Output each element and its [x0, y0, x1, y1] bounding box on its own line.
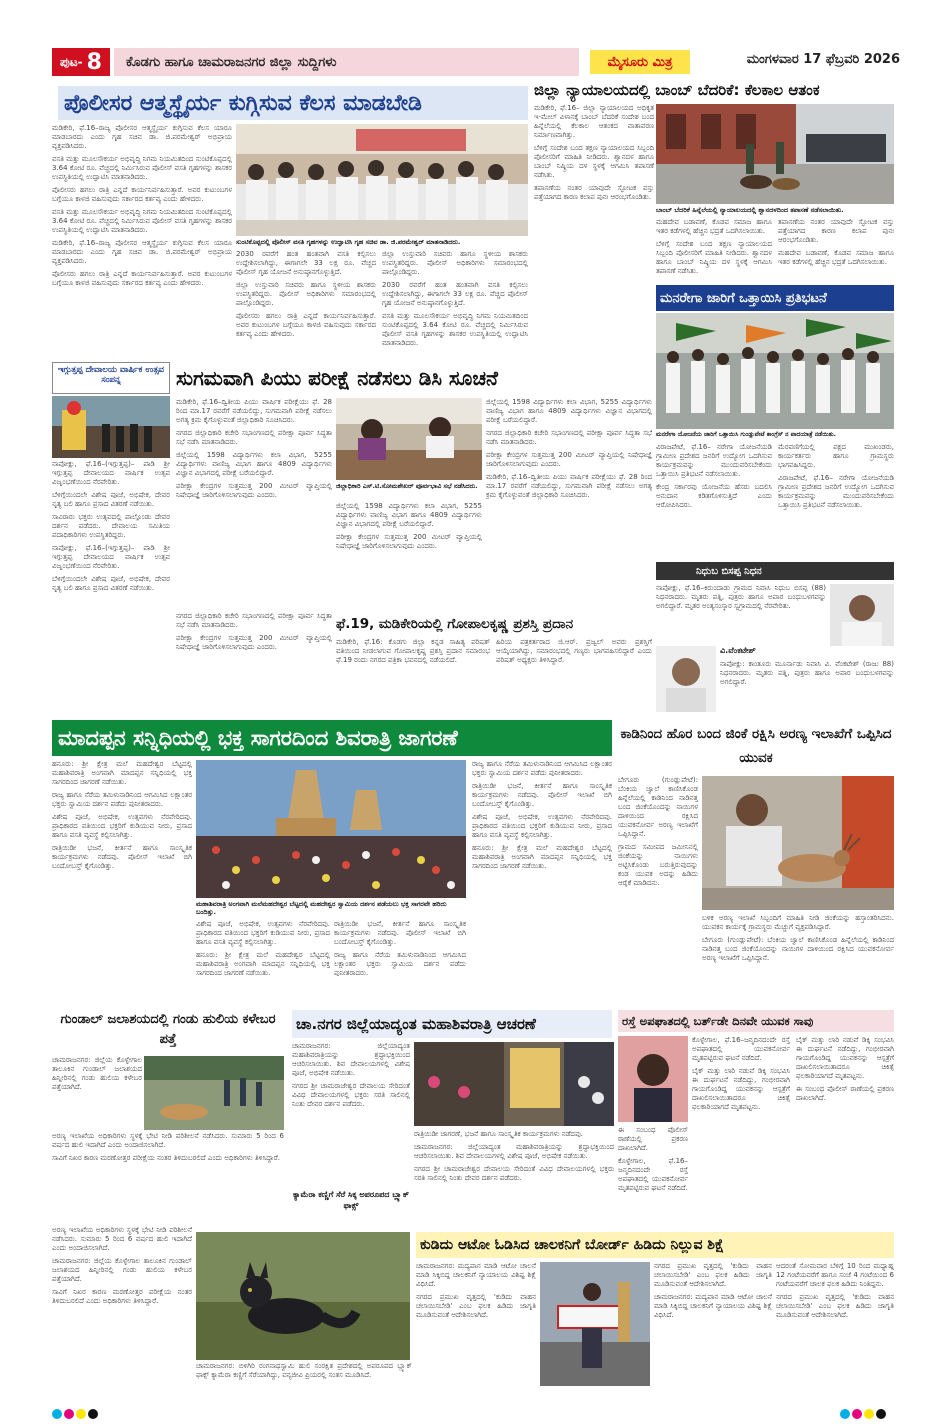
- photo-chnagar-temple: [414, 1042, 614, 1126]
- paragraph: ಸಾವಿಗೆ ನಿಖರ ಕಾರಣ ಮರಣೋತ್ತರ ಪರೀಕ್ಷೆಯ ನಂತರ ತಿಳಿದುಬರಲಿದೆ ಎಂದು ಅಧಿಕಾರಿಗಳು ತಿಳಿಸಿದ್ದಾರೆ.: [52, 1154, 281, 1162]
- caption-court: ಬಾಂಬ್ ಬೆದರಿಕೆ ಹಿನ್ನೆಲೆಯಲ್ಲಿ ನ್ಯಾಯಾಲಯದಲ್ಲಿ ಶ್ವಾನದಳದಿಂದ ತಪಾಸಣೆ ನಡೆಸಲಾಯಿತು.: [656, 206, 844, 214]
- headline-court: ಜಿಲ್ಲಾ ನ್ಯಾಯಾಲಯದಲ್ಲಿ ಬಾಂಬ್ ಬೆದರಿಕೆ: ಕೆಲಕಾಲ ಆತಂಕ: [534, 81, 820, 99]
- page-label: ಪುಟ-: [60, 54, 83, 69]
- section-title: ಕೊಡಗು ಹಾಗೂ ಚಾಮರಾಜನಗರ ಜಿಲ್ಲಾ ಸುದ್ದಿಗಳು: [114, 48, 579, 76]
- photo-obituary-2: [656, 646, 716, 712]
- paragraph: ತಪಾಸಣೆಯ ನಂತರ ಯಾವುದೇ ಸ್ಫೋಟಕ ವಸ್ತು ಪತ್ತೆಯಾಗದ ಕಾರಣ ಕಲಾಪ ಪುನಃ ಆರಂಭಗೊಂಡಿತು.: [778, 218, 894, 244]
- article-police-col3: [382, 250, 528, 360]
- article-gundal-col2: [52, 1132, 284, 1222]
- paragraph: ಈ ಸಂಬಂಧ ಪೊಲೀಸ್ ಠಾಣೆಯಲ್ಲಿ ಪ್ರಕರಣ ದಾಖಲಾಗಿದೆ.: [796, 1085, 894, 1102]
- paragraph: ಅರಣ್ಯ ಇಲಾಖೆಯ ಅಧಿಕಾರಿಗಳು ಸ್ಥಳಕ್ಕೆ ಭೇಟಿ ನೀಡಿ ಪರಿಶೀಲನೆ ನಡೆಸಿದರು. ಸುಮಾರು 5 ರಿಂದ 6 ವರ್ಷದ ಹುಲಿ ಇದಾಗಿದೆ ಎಂದು ಅಂದಾಜಿಸಲಾಗಿದೆ.: [52, 1226, 192, 1252]
- paragraph: ಜಿಲ್ಲೆಯಲ್ಲಿ 1598 ವಿದ್ಯಾರ್ಥಿಗಳು ಕಲಾ ವಿಭಾಗ, 5255 ವಿದ್ಯಾರ್ಥಿಗಳು ವಾಣಿಜ್ಯ ವಿಭಾಗ ಹಾಗೂ 4809 ವಿದ್ಯಾರ್ಥಿಗಳು ವಿಜ್ಞಾನ ವಿಭಾಗದಲ್ಲಿ ಪರೀಕ್ಷೆ ಬರೆಯಲಿದ್ದಾರೆ.: [486, 398, 652, 424]
- caption-puc: ಜಿಲ್ಲಾಧಿಕಾರಿ ಎಸ್.ಟಿ.ಸೋಮಶೇಖರ್ ಪೂರ್ವಭಾವಿ ಸಭೆ ನಡೆಸಿದರು.: [336, 482, 478, 490]
- page-header: [52, 48, 900, 76]
- caption-shivaratri: ಮಹಾಶಿವರಾತ್ರಿ ಅಂಗವಾಗಿ ಮಲೆಮಹದೇಶ್ವರ ಬೆಟ್ಟದಲ್ಲಿ ಮಹದೇಶ್ವರ ಸ್ವಾಮಿಯ ದರ್ಶನ ಪಡೆಯಲು ಭಕ್ತ ಸಾಗರವೇ ಹರಿದು ಬಂದಿತ್ತು.: [196, 900, 447, 916]
- paragraph: ಹನೂರು: ಶ್ರೀ ಕ್ಷೇತ್ರ ಮಲೆ ಮಹದೇಶ್ವರ ಬೆಟ್ಟದಲ್ಲಿ ಮಹಾಶಿವರಾತ್ರಿ ಅಂಗವಾಗಿ ಮಾದಪ್ಪನ ಸನ್ನಿಧಿಯಲ್ಲಿ ಭಕ್ತ ಸಾಗರದಿಂದ ಜಾಗರಣೆ ನಡೆಯಿತು.: [196, 951, 330, 977]
- registration-marks-left: [52, 1404, 100, 1423]
- article-accident-col3: [618, 1126, 688, 1228]
- caption-police: ಸುಂಟಿಕೊಪ್ಪದಲ್ಲಿ ಪೊಲೀಸ್ ವಸತಿ ಗೃಹಗಳನ್ನು ಉದ್ಘಾಟಿಸಿ ಗೃಹ ಸಚಿವ ಡಾ. ಜಿ.ಪರಮೇಶ್ವರ್ ಮಾತನಾಡಿದರು.: [236, 238, 461, 246]
- paragraph: ಬೇಗೂರು (ಗುಂಡ್ಲುಪೇಟೆ): ಬೆಂಕಿಯ ಜ್ವಾಲೆ ಕಾಣಿಸಿಕೊಂಡ ಹಿನ್ನೆಲೆಯಲ್ಲಿ ಕಾಡಿನಿಂದ ನಾಡಿನತ್ತ ಬಂದ ಜಿಂಕೆಯೊಂದನ್ನು ನಾಯಿಗಳ ದಾಳಿಯಿಂದ ರಕ್ಷಿಸಿದ ಯುವಕನೋರ್ವ ಅರಣ್ಯ ಇಲಾಖೆಗೆ ಒಪ್ಪಿಸಿದ್ದಾನೆ.: [702, 936, 894, 962]
- paragraph: ವಿಶೇಷ ಪೂಜೆ, ಅಭಿಷೇಕ, ಉತ್ಸವಗಳು ನೆರವೇರಿದವು. ಪ್ರಾಧಿಕಾರದ ವತಿಯಿಂದ ಭಕ್ತರಿಗೆ ಕುಡಿಯುವ ನೀರು, ಪ್ರಸಾದ ಹಾಗೂ ವಸತಿ ವ್ಯವಸ್ಥೆ ಕಲ್ಪಿಸಲಾಗಿತ್ತು.: [52, 813, 192, 839]
- paragraph: ಚಾಮರಾಜನಗರ: ಮದ್ಯಪಾನ ಮಾಡಿ ಆಟೋ ಚಾಲನೆ ಮಾಡಿ ಸಿಕ್ಕಿಬಿದ್ದ ಚಾಲಕನಿಗೆ ನ್ಯಾಯಾಲಯ ವಿಶಿಷ್ಟ ಶಿಕ್ಷೆ ವಿಧಿಸಿದೆ.: [654, 1293, 772, 1319]
- article-drunk-col2: [654, 1262, 772, 1386]
- photo-police-event: [236, 124, 528, 236]
- paragraph: ಹನೂರು: ಶ್ರೀ ಕ್ಷೇತ್ರ ಮಲೆ ಮಹದೇಶ್ವರ ಬೆಟ್ಟದಲ್ಲಿ ಮಹಾಶಿವರಾತ್ರಿ ಅಂಗವಾಗಿ ಮಾದಪ್ಪನ ಸನ್ನಿಧಿಯಲ್ಲಿ ಭಕ್ತ ಸಾಗರದಿಂದ ಜಾಗರಣೆ ನಡೆಯಿತು.: [52, 760, 192, 786]
- paragraph: ನಾಪೋಕ್ಲು, ಫೆ.16–(ಇಗ್ಗುತ್ತಪ್ಪ)– ಪಾಡಿ ಶ್ರೀ ಇಗ್ಗುತ್ತಪ್ಪ ದೇವಾಲಯದ ವಾರ್ಷಿಕ ಉತ್ಸವ ವಿಜೃಂಭಣೆಯಿಂದ ನೆರವೇರಿತು.: [52, 460, 170, 486]
- paragraph: ಕೊಳ್ಳೇಗಾಲ, ಫೆ.16–ಜನ್ಮದಿನದಂದೇ ರಸ್ತೆ ಅಪಘಾತದಲ್ಲಿ ಯುವಕನೋರ್ವ ಮೃತಪಟ್ಟಿರುವ ಘಟನೆ ನಡೆದಿದೆ.: [618, 1157, 688, 1192]
- paragraph: ಬೆಳಿಗ್ಗೆಯಿಂದಲೇ ವಿಶೇಷ ಪೂಜೆ, ಅಭಿಷೇಕ, ದೇವರ ನೃತ್ಯ ಬಲಿ ಹಾಗೂ ಪ್ರಸಾದ ವಿತರಣೆ ನಡೆಯಿತು.: [52, 575, 170, 592]
- paragraph: ಚಾಮರಾಜನಗರ: ಮದ್ಯಪಾನ ಮಾಡಿ ಆಟೋ ಚಾಲನೆ ಮಾಡಿ ಸಿಕ್ಕಿಬಿದ್ದ ಚಾಲಕನಿಗೆ ನ್ಯಾಯಾಲಯ ವಿಶಿಷ್ಟ ಶಿಕ್ಷೆ ವಿಧಿಸಿದೆ.: [416, 1262, 536, 1288]
- paragraph: ರಾತ್ರಿಯಿಡೀ ಭಜನೆ, ಕೀರ್ತನೆ ಹಾಗೂ ಸಾಂಸ್ಕೃತಿಕ ಕಾರ್ಯಕ್ರಮಗಳು ನಡೆದವು. ಪೊಲೀಸ್ ಇಲಾಖೆ ಬಿಗಿ ಬಂದೋಬಸ್ತ್ ಕೈಗೊಂಡಿತ್ತು.: [52, 844, 192, 870]
- paragraph: ಹಿರಿಯ ಪತ್ರಕರ್ತರಾದ ಜಿ.ಆರ್. ಪ್ರಜ್ವಲ್ ಅವರು ಪ್ರಶಸ್ತಿಗೆ ಆಯ್ಕೆಯಾಗಿದ್ದು, ಸಮಾರಂಭದಲ್ಲಿ ಗಣ್ಯರು ಭಾಗವಹಿಸಲಿದ್ದಾರೆ ಎಂದು ಪರಿಷತ್ ಅಧ್ಯಕ್ಷರು ತಿಳಿಸಿದ್ದಾರೆ.: [496, 638, 652, 664]
- paragraph: ಪರೀಕ್ಷಾ ಕೇಂದ್ರಗಳ ಸುತ್ತಮುತ್ತ 200 ಮೀಟರ್ ವ್ಯಾಪ್ತಿಯಲ್ಲಿ ನಿಷೇಧಾಜ್ಞೆ ಜಾರಿಗೊಳಿಸಲಾಗುವುದು ಎಂದರು.: [176, 634, 332, 651]
- paragraph: ಚಾಮರಾಜನಗರ: ಜಿಲ್ಲೆಯ ಕೊಳ್ಳೇಗಾಲ ತಾಲೂಕಿನ ಗುಂಡಾಲ್ ಜಲಾಶಯದ ಹಿನ್ನೀರಿನಲ್ಲಿ ಗಂಡು ಹುಲಿಯ ಕಳೇಬರ ಪತ್ತೆಯಾಗಿದೆ.: [52, 1257, 192, 1283]
- paragraph: ಜಿಲ್ಲಾ ಉಸ್ತುವಾರಿ ಸಚಿವರು ಹಾಗೂ ಸ್ಥಳೀಯ ಶಾಸಕರು ಉಪಸ್ಥಿತರಿದ್ದರು. ಪೊಲೀಸ್ ಅಧಿಕಾರಿಗಳು ಸಮಾರಂಭದಲ್ಲಿ ಪಾಲ್ಗೊಂಡಿದ್ದರು.: [382, 250, 528, 276]
- date-line: ಮಂಗಳವಾರ 17 ಫೆಬ್ರವರಿ 2026: [746, 52, 900, 67]
- paragraph: ಬಳಿಕ ಅರಣ್ಯ ಇಲಾಖೆ ಸಿಬ್ಬಂದಿಗೆ ಮಾಹಿತಿ ನೀಡಿ ಜಿಂಕೆಯನ್ನು ಹಸ್ತಾಂತರಿಸಿದನು. ಯುವಕನ ಕಾರ್ಯಕ್ಕೆ ಗ್ರಾಮಸ್ಥರು ಮೆಚ್ಚುಗೆ ವ್ಯಕ್ತಪಡಿಸಿದ್ದಾರೆ.: [702, 914, 894, 931]
- obituary-header: ನಿಧುಬ ಬಿಸಪ್ಪ ನಿಧನ: [656, 562, 894, 580]
- photo-obituary-1: [830, 584, 894, 646]
- paragraph: ನಾಪೋಕ್ಲು, ಫೆ.16–(ಇಗ್ಗುತ್ತಪ್ಪ)– ಪಾಡಿ ಶ್ರೀ ಇಗ್ಗುತ್ತಪ್ಪ ದೇವಾಲಯದ ವಾರ್ಷಿಕ ಉತ್ಸವ ವಿಜೃಂಭಣೆಯಿಂದ ನೆರವೇರಿತು.: [52, 544, 170, 570]
- paragraph: ಬೆಳಿಗ್ಗೆಯಿಂದಲೇ ವಿಶೇಷ ಪೂಜೆ, ಅಭಿಷೇಕ, ದೇವರ ನೃತ್ಯ ಬಲಿ ಹಾಗೂ ಪ್ರಸಾದ ವಿತರಣೆ ನಡೆಯಿತು.: [52, 491, 170, 508]
- paragraph: ವಿರಾಜಪೇಟೆ, ಫೆ.16– ನರೇಗಾ ಯೋಜನೆಯಡಿ ಗ್ರಾಮೀಣ ಪ್ರದೇಶದ ಜನರಿಗೆ ಉದ್ಯೋಗ ಒದಗಿಸುವ ಕಾರ್ಯಕ್ರಮವನ್ನು ಮುಂದುವರಿಸಬೇಕೆಂದು ಒತ್ತಾಯಿಸಿ ಪ್ರತಿಭಟನೆ ನಡೆಸಲಾಯಿತು.: [778, 474, 894, 509]
- headline-accident: ರಸ್ತೆ ಅಪಘಾತದಲ್ಲಿ ಬರ್ತ್‌ಡೇ ದಿನವೇ ಯುವಕ ಸಾವು: [618, 1010, 894, 1032]
- paragraph: 2030 ರವರೆಗೆ ಹಂತ ಹಂತವಾಗಿ ವಸತಿ ಕಲ್ಪಿಸಲು ಉದ್ದೇಶಿಸಲಾಗಿದ್ದು, ಈಗಾಗಲೇ 33 ಲಕ್ಷ ರೂ. ವೆಚ್ಚದ ಪೊಲೀಸ್ ಗೃಹ ಯೋಜನೆ ಅನುಷ್ಠಾನಗೊಳ್ಳುತ್ತಿದೆ.: [382, 281, 528, 307]
- article-chnagar-col1: [292, 1042, 410, 1166]
- photo-mgnrega-rally: [656, 313, 894, 429]
- article-utsava: [52, 460, 170, 690]
- paragraph: ರಾತ್ರಿಯಿಡೀ ಜಾಗರಣೆ, ಭಜನೆ ಹಾಗೂ ಸಾಂಸ್ಕೃತಿಕ ಕಾರ್ಯಕ್ರಮಗಳು ನಡೆದವು.: [414, 1130, 583, 1138]
- paragraph: ರಾಜ್ಯ ಹಾಗೂ ನೆರೆಯ ತಮಿಳುನಾಡಿನಿಂದ ಆಗಮಿಸಿದ ಲಕ್ಷಾಂತರ ಭಕ್ತರು ಸ್ವಾಮಿಯ ದರ್ಶನ ಪಡೆದು ಪುನೀತರಾದರು.: [334, 951, 466, 977]
- paragraph: ಪರೀಕ್ಷಾ ಕೇಂದ್ರಗಳ ಸುತ್ತಮುತ್ತ 200 ಮೀಟರ್ ವ್ಯಾಪ್ತಿಯಲ್ಲಿ ನಿಷೇಧಾಜ್ಞೆ ಜಾರಿಗೊಳಿಸಲಾಗುವುದು ಎಂದರು.: [336, 533, 482, 550]
- paragraph: ಮಡಿಕೇರಿ, ಫೆ.16– ಜಿಲ್ಲಾ ನ್ಯಾಯಾಲಯದ ಅಧಿಕೃತ ಇ-ಮೇಲ್ ವಿಳಾಸಕ್ಕೆ ಬಾಂಬ್ ಬೆದರಿಕೆ ಸಂದೇಶ ಬಂದ ಹಿನ್ನೆಲೆಯಲ್ಲಿ ಕೆಲಕಾಲ ಆತಂಕದ ವಾತಾವರಣ ನಿರ್ಮಾಣವಾಗಿತ್ತು.: [534, 104, 654, 139]
- obituary-name-2: ವಿ.ವೆಂಕಟೇಶ್: [720, 646, 756, 655]
- paragraph: ಪರೀಕ್ಷಾ ಕೇಂದ್ರಗಳ ಸುತ್ತಮುತ್ತ 200 ಮೀಟರ್ ವ್ಯಾಪ್ತಿಯಲ್ಲಿ ನಿಷೇಧಾಜ್ಞೆ ಜಾರಿಗೊಳಿಸಲಾಗುವುದು ಎಂದರು.: [176, 482, 332, 499]
- paragraph: ಗ್ರಾಮದ ಸಮೀಪದ ಜಮೀನಿನಲ್ಲಿ ಜಿಂಕೆಯನ್ನು ನಾಯಿಗಳು ಅಟ್ಟಿಸಿಕೊಂಡು ಬರುತ್ತಿರುವುದನ್ನು ಕಂಡ ಯುವಕ ಅದನ್ನು ಹಿಡಿದು ಆರೈಕೆ ಮಾಡಿದನು.: [618, 843, 698, 887]
- obituary-text-2: ನಾಪೋಕ್ಲು: ಕಾಂತೂರು ಮೂರ್ನಾಡು ನಿವಾಸಿ ವಿ. ವೆಂಕಟೇಶ್ (ರಾಜು 88) ನಿಧನರಾದರು. ಮೃತರು ಪತ್ನಿ, ಪುತ್ರರು ಹಾಗೂ ಅಪಾರ ಬಂಧುಬಳಗವನ್ನು ಅಗಲಿದ್ದಾರೆ.: [720, 660, 894, 686]
- article-gopalakrishna-col2: [496, 638, 652, 702]
- article-shivaratri-col2: [196, 920, 330, 1002]
- article-mgnrega-col1: [656, 443, 772, 553]
- article-puc-col2: [336, 502, 482, 608]
- caption-mgnrega: ಮನರೇಗಾ ಯೋಜನೆಯ ಜಾರಿಗೆ ಒತ್ತಾಯಿಸಿ ಗುಂಡ್ಲುಪೇಟೆ ಕಾಂಗ್ರೆಸ್ ನ ಪಾದಯಾತ್ರೆ ನಡೆಯಿತು.: [656, 431, 836, 438]
- headline-gopalakrishna: ಫೆ.19, ಮಡಿಕೇರಿಯಲ್ಲಿ ಗೋಪಾಲಕೃಷ್ಣ ಪ್ರಶಸ್ತಿ ಪ್ರದಾನ: [336, 616, 574, 632]
- paragraph: ವಿಶೇಷ ಪೂಜೆ, ಅಭಿಷೇಕ, ಉತ್ಸವಗಳು ನೆರವೇರಿದವು. ಪ್ರಾಧಿಕಾರದ ವತಿಯಿಂದ ಭಕ್ತರಿಗೆ ಕುಡಿಯುವ ನೀರು, ಪ್ರಸಾದ ಹಾಗೂ ವಸತಿ ವ್ಯವಸ್ಥೆ ಕಲ್ಪಿಸಲಾಗಿತ್ತು.: [196, 920, 330, 946]
- page-number: 8: [86, 49, 102, 75]
- paragraph: ರಾತ್ರಿಯಿಡೀ ಭಜನೆ, ಕೀರ್ತನೆ ಹಾಗೂ ಸಾಂಸ್ಕೃತಿಕ ಕಾರ್ಯಕ್ರಮಗಳು ನಡೆದವು. ಪೊಲೀಸ್ ಇಲಾಖೆ ಬಿಗಿ ಬಂದೋಬಸ್ತ್ ಕೈಗೊಂಡಿತ್ತು.: [472, 782, 612, 808]
- newspaper-logo: ಮೈಸೂರು ಮಿತ್ರ: [590, 50, 690, 74]
- headline-utsava: ಇಗ್ಗುತ್ತಪ್ಪ ದೇವಾಲಯ ವಾರ್ಷಿಕ ಉತ್ಸವ ಸಂಪನ್ನ: [52, 362, 170, 394]
- photo-court-dog-squad: [656, 104, 894, 204]
- paragraph: ಮಹದೇವ ಬಡಾವಣೆ, ಕೊಡವ ಸಮಾಜ ಹಾಗೂ ಇತರ ಕಡೆಗಳಲ್ಲಿ ಹೆಚ್ಚಿನ ಭದ್ರತೆ ಒದಗಿಸಲಾಯಿತು.: [778, 249, 894, 266]
- photo-black-fox: [196, 1232, 410, 1360]
- paragraph: ನಗರದ ಪ್ರಮುಖ ವೃತ್ತದಲ್ಲಿ 'ಕುಡಿದು ವಾಹನ ಚಲಾಯಿಸಬೇಡಿ' ಎಂಬ ಫಲಕ ಹಿಡಿದು ಜಾಗೃತಿ ಮೂಡಿಸುವಂತೆ ಆದೇಶಿಸಲಾಗಿದೆ.: [416, 1293, 536, 1319]
- paragraph: ಪರೀಕ್ಷಾ ಕೇಂದ್ರಗಳ ಸುತ್ತಮುತ್ತ 200 ಮೀಟರ್ ವ್ಯಾಪ್ತಿಯಲ್ಲಿ ನಿಷೇಧಾಜ್ಞೆ ಜಾರಿಗೊಳಿಸಲಾಗುವುದು ಎಂದರು.: [486, 451, 652, 468]
- paragraph: ರಾಜ್ಯ ಹಾಗೂ ನೆರೆಯ ತಮಿಳುನಾಡಿನಿಂದ ಆಗಮಿಸಿದ ಲಕ್ಷಾಂತರ ಭಕ್ತರು ಸ್ವಾಮಿಯ ದರ್ಶನ ಪಡೆದು ಪುನೀತರಾದರು.: [52, 791, 192, 808]
- article-shivaratri-col4: [472, 760, 612, 1002]
- caption-fox: ಕ್ಯಾಮೆರಾ ಕಣ್ಣಿಗೆ ಸೆರೆ ಸಿಕ್ಕ ಅಪರೂಪದ ಬ್ಲ್ಯಾಕ್ ಫಾಕ್ಸ್: [292, 1190, 410, 1210]
- paragraph: ಮಡಿಕೇರಿ, ಫೆ.16–ರಾಜ್ಯ ಪೊಲೀಸರ ಆತ್ಮಸ್ಥೈರ್ಯ ಕುಗ್ಗಿಸುವ ಕೆಲಸ ಯಾರೂ ಮಾಡಬಾರದು ಎಂದು ಗೃಹ ಸಚಿವ ಡಾ. ಜಿ.ಪರಮೇಶ್ವರ್ ಅಭಿಪ್ರಾಯ ವ್ಯಕ್ತಪಡಿಸಿದರು.: [52, 124, 232, 150]
- paragraph: 2030 ರವರೆಗೆ ಹಂತ ಹಂತವಾಗಿ ವಸತಿ ಕಲ್ಪಿಸಲು ಉದ್ದೇಶಿಸಲಾಗಿದ್ದು, ಈಗಾಗಲೇ 33 ಲಕ್ಷ ರೂ. ವೆಚ್ಚದ ಪೊಲೀಸ್ ಗೃಹ ಯೋಜನೆ ಅನುಷ್ಠಾನಗೊಳ್ಳುತ್ತಿದೆ.: [236, 250, 376, 276]
- obituary-text-1: ನಾಪೋಕ್ಲು, ಫೆ.16–ಕಿರುಂದಾಡು ಗ್ರಾಮದ ನಿವಾಸಿ ನಿಧುಬ ಬಿಸಪ್ಪ (88) ನಿಧನರಾದರು. ಮೃತರು ಪತ್ನಿ, ಪುತ್ರರು ಹಾಗೂ ಅಪಾರ ಬಂಧುಬಳಗವನ್ನು ಅಗಲಿದ್ದಾರೆ. ಮೃತರ ಅಂತ್ಯಸಂಸ್ಕಾರ ಸ್ವಗ್ರಾಮದಲ್ಲಿ ನೆರವೇರಿತು.: [656, 584, 826, 610]
- article-shivaratri-col1: [52, 760, 192, 1002]
- headline-shivaratri: ಮಾದಪ್ಪನ ಸನ್ನಿಧಿಯಲ್ಲಿ ಭಕ್ತ ಸಾಗರದಿಂದ ಶಿವರಾತ್ರಿ ಜಾಗರಣೆ: [52, 720, 612, 756]
- paragraph: ವಸತಿ ಮತ್ತು ಮೂಲಸೌಕರ್ಯ ಅಭಿವೃದ್ಧಿ ನಿಗಮ ನಿಯಮಿತದಿಂದ ಸುಂಟಿಕೊಪ್ಪದಲ್ಲಿ 3.64 ಕೋಟಿ ರೂ. ವೆಚ್ಚದಲ್ಲಿ ನಿರ್ಮಿಸಿರುವ ಪೊಲೀಸ್ ವಸತಿ ಗೃಹಗಳನ್ನು ಶಾಸಕರ ಉಪಸ್ಥಿತಿಯಲ್ಲಿ ಉದ್ಘಾಟಿಸಿ ಮಾತನಾಡಿದರು.: [382, 312, 528, 347]
- article-deer-col2: [702, 914, 894, 1002]
- paragraph: ಚಾಮರಾಜನಗರ: ಜಿಲ್ಲೆಯ ಕೊಳ್ಳೇಗಾಲ ತಾಲೂಕಿನ ಗುಂಡಾಲ್ ಜಲಾಶಯದ ಹಿನ್ನೀರಿನಲ್ಲಿ ಗಂಡು ಹುಲಿಯ ಕಳೇಬರ ಪತ್ತೆಯಾಗಿದೆ.: [52, 1056, 142, 1091]
- headline-deer: ಕಾಡಿನಿಂದ ಹೊರ ಬಂದ ಜಿಂಕೆ ರಕ್ಷಿಸಿ ಅರಣ್ಯ ಇಲಾಖೆಗೆ ಒಪ್ಪಿಸಿದ ಯುವಕ: [620, 726, 892, 766]
- headline-police: ಪೊಲೀಸರ ಆತ್ಮಸ್ಥೈರ್ಯ ಕುಗ್ಗಿಸುವ ಕೆಲಸ ಮಾಡಬೇಡಿ: [58, 86, 528, 120]
- headline-gundal: ಗುಂಡಾಲ್ ಜಲಾಶಯದಲ್ಲಿ ಗಂಡು ಹುಲಿಯ ಕಳೇಬರ ಪತ್ತೆ: [60, 1012, 276, 1047]
- article-shivaratri-col3: [334, 920, 466, 1002]
- photo-temple-crowd: [196, 760, 466, 898]
- paragraph: ಮಡಿಕೇರಿ, ಫೆ.16–ದ್ವಿತೀಯ ಪಿಯು ವಾರ್ಷಿಕ ಪರೀಕ್ಷೆಯು ಫೆ. 28 ರಿಂದ ಮಾ.17 ರವರೆಗೆ ನಡೆಯಲಿದ್ದು, ಸುಗಮವಾಗಿ ಪರೀಕ್ಷೆ ನಡೆಸಲು ಅಗತ್ಯ ಕ್ರಮ ಕೈಗೊಳ್ಳುವಂತೆ ಜಿಲ್ಲಾಧಿಕಾರಿ ಸೂಚಿಸಿದರು.: [176, 398, 332, 424]
- paragraph: ಮಡಿಕೇರಿ, ಫೆ.16–ದ್ವಿತೀಯ ಪಿಯು ವಾರ್ಷಿಕ ಪರೀಕ್ಷೆಯು ಫೆ. 28 ರಿಂದ ಮಾ.17 ರವರೆಗೆ ನಡೆಯಲಿದ್ದು, ಸುಗಮವಾಗಿ ಪರೀಕ್ಷೆ ನಡೆಸಲು ಅಗತ್ಯ ಕ್ರಮ ಕೈಗೊಳ್ಳುವಂತೆ ಜಿಲ್ಲಾಧಿಕಾರಿ ಸೂಚಿಸಿದರು.: [486, 473, 652, 499]
- paragraph: ನಗರದ ಪ್ರಮುಖ ವೃತ್ತದಲ್ಲಿ 'ಕುಡಿದು ವಾಹನ ಚಲಾಯಿಸಬೇಡಿ' ಎಂಬ ಫಲಕ ಹಿಡಿದು ಜಾಗೃತಿ ಮೂಡಿಸುವಂತೆ ಆದೇಶಿಸಲಾಗಿದೆ.: [776, 1293, 894, 1319]
- article-mgnrega-col2: [778, 443, 894, 553]
- paragraph: ಮಡಿಕೇರಿ, ಫೆ.16–ರಾಜ್ಯ ಪೊಲೀಸರ ಆತ್ಮಸ್ಥೈರ್ಯ ಕುಗ್ಗಿಸುವ ಕೆಲಸ ಯಾರೂ ಮಾಡಬಾರದು ಎಂದು ಗೃಹ ಸಚಿವ ಡಾ. ಜಿ.ಪರಮೇಶ್ವರ್ ಅಭಿಪ್ರಾಯ ವ್ಯಕ್ತಪಡಿಸಿದರು.: [52, 239, 232, 265]
- paragraph: ಮೆರವಣಿಗೆಯಲ್ಲಿ ಪಕ್ಷದ ಮುಖಂಡರು, ಕಾರ್ಯಕರ್ತರು ಹಾಗೂ ಗ್ರಾಮಸ್ಥರು ಭಾಗವಹಿಸಿದ್ದರು.: [778, 443, 894, 469]
- article-puc-col3: [486, 398, 652, 608]
- paragraph: ಕೊಳ್ಳೇಗಾಲ, ಫೆ.16–ಜನ್ಮದಿನದಂದೇ ರಸ್ತೆ ಅಪಘಾತದಲ್ಲಿ ಯುವಕನೋರ್ವ ಮೃತಪಟ್ಟಿರುವ ಘಟನೆ ನಡೆದಿದೆ.: [692, 1036, 790, 1062]
- paragraph: ಬೈಕ್ ಮತ್ತು ಲಾರಿ ನಡುವೆ ಡಿಕ್ಕಿ ಸಂಭವಿಸಿ ಈ ದುರ್ಘಟನೆ ನಡೆದಿದ್ದು, ಗಂಭೀರವಾಗಿ ಗಾಯಗೊಂಡಿದ್ದ ಯುವಕನನ್ನು ಆಸ್ಪತ್ರೆಗೆ ದಾಖಲಿಸಲಾಯಿತಾದರೂ ಚಿಕಿತ್ಸೆ ಫಲಕಾರಿಯಾಗದೆ ಮೃತಪಟ್ಟನು.: [692, 1067, 790, 1111]
- paragraph: ಪೊಲೀಸರು ಹಗಲು ರಾತ್ರಿ ಎನ್ನದೆ ಕಾರ್ಯನಿರ್ವಹಿಸುತ್ತಾರೆ. ಅವರ ಕುಟುಂಬಗಳ ಬಗ್ಗೆಯೂ ಕಾಳಜಿ ವಹಿಸುವುದು ಸರ್ಕಾರದ ಕರ್ತವ್ಯ ಎಂದು ಹೇಳಿದರು.: [52, 186, 232, 203]
- photo-accident-victim: [618, 1036, 688, 1122]
- article-gopalakrishna-col1: [336, 638, 490, 702]
- article-drunk-col1: [416, 1262, 536, 1386]
- paragraph: ಸಾವಿಗೆ ನಿಖರ ಕಾರಣ ಮರಣೋತ್ತರ ಪರೀಕ್ಷೆಯ ನಂತರ ತಿಳಿದುಬರಲಿದೆ ಎಂದು ಅಧಿಕಾರಿಗಳು ತಿಳಿಸಿದ್ದಾರೆ.: [52, 1288, 192, 1305]
- article-chnagar-col2: [414, 1130, 614, 1228]
- paragraph: ಪೊಲೀಸರು ಹಗಲು ರಾತ್ರಿ ಎನ್ನದೆ ಕಾರ್ಯನಿರ್ವಹಿಸುತ್ತಾರೆ. ಅವರ ಕುಟುಂಬಗಳ ಬಗ್ಗೆಯೂ ಕಾಳಜಿ ವಹಿಸುವುದು ಸರ್ಕಾರದ ಕರ್ತವ್ಯ ಎಂದು ಹೇಳಿದರು.: [52, 270, 232, 287]
- article-gundal-col3: [52, 1226, 192, 1380]
- article-accident-col2: [796, 1036, 894, 1228]
- article-court-col2: [656, 218, 772, 282]
- headline-drunk-driver: ಕುಡಿದು ಆಟೋ ಓಡಿಸಿದ ಚಾಲಕನಿಗೆ ಬೋರ್ಡ್ ಹಿಡಿದು ನಿಲ್ಲುವ ಶಿಕ್ಷೆ: [416, 1232, 894, 1258]
- article-accident-col1: [692, 1036, 790, 1228]
- photo-deer-rescue: [702, 776, 894, 910]
- photo-tiger-carcass: [144, 1056, 284, 1130]
- paragraph: ವಿರಾಜಪೇಟೆ, ಫೆ.16– ನರೇಗಾ ಯೋಜನೆಯಡಿ ಗ್ರಾಮೀಣ ಪ್ರದೇಶದ ಜನರಿಗೆ ಉದ್ಯೋಗ ಒದಗಿಸುವ ಕಾರ್ಯಕ್ರಮವನ್ನು ಮುಂದುವರಿಸಬೇಕೆಂದು ಒತ್ತಾಯಿಸಿ ಪ್ರತಿಭಟನೆ ನಡೆಸಲಾಯಿತು.: [656, 443, 772, 478]
- article-fox: ಚಾಮರಾಜನಗರ: ಬಿಳಿಗಿರಿ ರಂಗನಾಥಸ್ವಾಮಿ ಹುಲಿ ಸಂರಕ್ಷಿತ ಪ್ರದೇಶದಲ್ಲಿ ಅಪರೂಪದ ಬ್ಲ್ಯಾಕ್ ಫಾಕ್ಸ್ ಕ್ಯಾಮೆರಾ ಕಣ್ಣಿಗೆ ಸೆರೆಯಾಗಿದ್ದು, ವನ್ಯಜೀವಿ ಪ್ರಿಯರಲ್ಲಿ ಸಂತಸ ಮೂಡಿಸಿದೆ.: [196, 1362, 412, 1379]
- page-tag: [52, 48, 110, 76]
- paragraph: ಚಾಮರಾಜನಗರ: ಜಿಲ್ಲೆಯಾದ್ಯಂತ ಮಹಾಶಿವರಾತ್ರಿಯನ್ನು ಶ್ರದ್ಧಾಭಕ್ತಿಯಿಂದ ಆಚರಿಸಲಾಯಿತು. ಶಿವ ದೇವಾಲಯಗಳಲ್ಲಿ ವಿಶೇಷ ಪೂಜೆ, ಅಭಿಷೇಕ ನಡೆಯಿತು.: [414, 1143, 614, 1160]
- paragraph: ಆದರಂತೆ ಸೋಮವಾರ ಬೆಳಿಗ್ಗೆ 10 ರಿಂದ ಮಧ್ಯಾಹ್ನ 12 ಗಂಟೆಯವರೆಗೆ ಹಾಗೂ ಸಂಜೆ 4 ಗಂಟೆಯಿಂದ 6 ಗಂಟೆಯವರೆಗೆ ಚಾಲಕ ಫಲಕ ಹಿಡಿದು ನಿಂತಿದ್ದನು.: [776, 1262, 894, 1288]
- paragraph: ಚಾಮರಾಜನಗರ: ಜಿಲ್ಲೆಯಾದ್ಯಂತ ಮಹಾಶಿವರಾತ್ರಿಯನ್ನು ಶ್ರದ್ಧಾಭಕ್ತಿಯಿಂದ ಆಚರಿಸಲಾಯಿತು. ಶಿವ ದೇವಾಲಯಗಳಲ್ಲಿ ವಿಶೇಷ ಪೂಜೆ, ಅಭಿಷೇಕ ನಡೆಯಿತು.: [292, 1042, 410, 1077]
- article-gundal-col1: [52, 1056, 142, 1128]
- paragraph: ಜಿಲ್ಲೆಯಲ್ಲಿ 1598 ವಿದ್ಯಾರ್ಥಿಗಳು ಕಲಾ ವಿಭಾಗ, 5255 ವಿದ್ಯಾರ್ಥಿಗಳು ವಾಣಿಜ್ಯ ವಿಭಾಗ ಹಾಗೂ 4809 ವಿದ್ಯಾರ್ಥಿಗಳು ವಿಜ್ಞಾನ ವಿಭಾಗದಲ್ಲಿ ಪರೀಕ್ಷೆ ಬರೆಯಲಿದ್ದಾರೆ.: [176, 451, 332, 477]
- photo-puc-meeting: [336, 398, 482, 480]
- paragraph: ಜಿಲ್ಲೆಯಲ್ಲಿ 1598 ವಿದ್ಯಾರ್ಥಿಗಳು ಕಲಾ ವಿಭಾಗ, 5255 ವಿದ್ಯಾರ್ಥಿಗಳು ವಾಣಿಜ್ಯ ವಿಭಾಗ ಹಾಗೂ 4809 ವಿದ್ಯಾರ್ಥಿಗಳು ವಿಜ್ಞಾನ ವಿಭಾಗದಲ್ಲಿ ಪರೀಕ್ಷೆ ಬರೆಯಲಿದ್ದಾರೆ.: [336, 502, 482, 528]
- registration-marks-right: [840, 1404, 888, 1423]
- paragraph: ಕೇಂದ್ರ ಸರ್ಕಾರವು ಯೋಜನೆಯ ಹೆಸರು ಬದಲಿಸಿ ಅನುದಾನ ಕಡಿತಗೊಳಿಸುತ್ತಿದೆ ಎಂದು ಆರೋಪಿಸಿದರು.: [656, 483, 772, 509]
- paragraph: ಅರಣ್ಯ ಇಲಾಖೆಯ ಅಧಿಕಾರಿಗಳು ಸ್ಥಳಕ್ಕೆ ಭೇಟಿ ನೀಡಿ ಪರಿಶೀಲನೆ ನಡೆಸಿದರು. ಸುಮಾರು 5 ರಿಂದ 6 ವರ್ಷದ ಹುಲಿ ಇದಾಗಿದೆ ಎಂದು ಅಂದಾಜಿಸಲಾಗಿದೆ.: [52, 1132, 284, 1149]
- paragraph: ವಿಶೇಷ ಪೂಜೆ, ಅಭಿಷೇಕ, ಉತ್ಸವಗಳು ನೆರವೇರಿದವು. ಪ್ರಾಧಿಕಾರದ ವತಿಯಿಂದ ಭಕ್ತರಿಗೆ ಕುಡಿಯುವ ನೀರು, ಪ್ರಸಾದ ಹಾಗೂ ವಸತಿ ವ್ಯವಸ್ಥೆ ಕಲ್ಪಿಸಲಾಗಿತ್ತು.: [472, 813, 612, 839]
- paragraph: ಪೊಲೀಸರು ಹಗಲು ರಾತ್ರಿ ಎನ್ನದೆ ಕಾರ್ಯನಿರ್ವಹಿಸುತ್ತಾರೆ. ಅವರ ಕುಟುಂಬಗಳ ಬಗ್ಗೆಯೂ ಕಾಳಜಿ ವಹಿಸುವುದು ಸರ್ಕಾರದ ಕರ್ತವ್ಯ ಎಂದು ಹೇಳಿದರು.: [236, 312, 376, 338]
- photo-utsava: [52, 396, 170, 458]
- paragraph: ನಗರದ ಜಿಲ್ಲಾಧಿಕಾರಿ ಕಚೇರಿ ಸಭಾಂಗಣದಲ್ಲಿ ಪರೀಕ್ಷಾ ಪೂರ್ವ ಸಿದ್ಧತಾ ಸಭೆ ನಡೆಸಿ ಮಾತನಾಡಿದರು.: [486, 429, 652, 446]
- article-police-col2: [236, 250, 376, 360]
- article-court-col1: [534, 104, 654, 274]
- paragraph: ಬೆಳಿಗ್ಗೆ ಸಂದೇಶ ಬಂದ ತಕ್ಷಣ ನ್ಯಾಯಾಲಯದ ಸಿಬ್ಬಂದಿ ಪೊಲೀಸರಿಗೆ ಮಾಹಿತಿ ನೀಡಿದರು. ಶ್ವಾನದಳ ಹಾಗೂ ಬಾಂಬ್ ನಿಷ್ಕ್ರಿಯ ದಳ ಸ್ಥಳಕ್ಕೆ ಆಗಮಿಸಿ ತಪಾಸಣೆ ನಡೆಸಿತು.: [656, 240, 772, 275]
- paragraph: ಬೈಕ್ ಮತ್ತು ಲಾರಿ ನಡುವೆ ಡಿಕ್ಕಿ ಸಂಭವಿಸಿ ಈ ದುರ್ಘಟನೆ ನಡೆದಿದ್ದು, ಗಂಭೀರವಾಗಿ ಗಾಯಗೊಂಡಿದ್ದ ಯುವಕನನ್ನು ಆಸ್ಪತ್ರೆಗೆ ದಾಖಲಿಸಲಾಯಿತಾದರೂ ಚಿಕಿತ್ಸೆ ಫಲಕಾರಿಯಾಗದೆ ಮೃತಪಟ್ಟನು.: [796, 1036, 894, 1080]
- paragraph: ವಸತಿ ಮತ್ತು ಮೂಲಸೌಕರ್ಯ ಅಭಿವೃದ್ಧಿ ನಿಗಮ ನಿಯಮಿತದಿಂದ ಸುಂಟಿಕೊಪ್ಪದಲ್ಲಿ 3.64 ಕೋಟಿ ರೂ. ವೆಚ್ಚದಲ್ಲಿ ನಿರ್ಮಿಸಿರುವ ಪೊಲೀಸ್ ವಸತಿ ಗೃಹಗಳನ್ನು ಶಾಸಕರ ಉಪಸ್ಥಿತಿಯಲ್ಲಿ ಉದ್ಘಾಟಿಸಿ ಮಾತನಾಡಿದರು.: [52, 155, 232, 181]
- headline-chnagar-shivaratri: ಚಾ.ನಗರ ಜಿಲ್ಲೆಯಾದ್ಯಂತ ಮಹಾಶಿವರಾತ್ರಿ ಆಚರಣೆ: [292, 1010, 612, 1038]
- article-deer-col1: [618, 776, 698, 1002]
- headline-mgnrega: ಮನರೇಗಾ ಜಾರಿಗೆ ಒತ್ತಾಯಿಸಿ ಪ್ರತಿಭಟನೆ: [656, 285, 894, 311]
- photo-drunk-driver-board: [540, 1262, 650, 1386]
- paragraph: ನಗರದ ಜಿಲ್ಲಾಧಿಕಾರಿ ಕಚೇರಿ ಸಭಾಂಗಣದಲ್ಲಿ ಪರೀಕ್ಷಾ ಪೂರ್ವ ಸಿದ್ಧತಾ ಸಭೆ ನಡೆಸಿ ಮಾತನಾಡಿದರು.: [176, 429, 332, 446]
- paragraph: ನಗರದ ಶ್ರೀ ಚಾಮರಾಜೇಶ್ವರ ದೇವಾಲಯ ಸೇರಿದಂತೆ ವಿವಿಧ ದೇವಾಲಯಗಳಲ್ಲಿ ಭಕ್ತರು ಸರತಿ ಸಾಲಿನಲ್ಲಿ ನಿಂತು ದೇವರ ದರ್ಶನ ಪಡೆದರು.: [414, 1165, 614, 1182]
- paragraph: ಬೇಗೂರು (ಗುಂಡ್ಲುಪೇಟೆ): ಬೆಂಕಿಯ ಜ್ವಾಲೆ ಕಾಣಿಸಿಕೊಂಡ ಹಿನ್ನೆಲೆಯಲ್ಲಿ ಕಾಡಿನಿಂದ ನಾಡಿನತ್ತ ಬಂದ ಜಿಂಕೆಯೊಂದನ್ನು ನಾಯಿಗಳ ದಾಳಿಯಿಂದ ರಕ್ಷಿಸಿದ ಯುವಕನೋರ್ವ ಅರಣ್ಯ ಇಲಾಖೆಗೆ ಒಪ್ಪಿಸಿದ್ದಾನೆ.: [618, 776, 698, 838]
- paragraph: ಈ ಸಂಬಂಧ ಪೊಲೀಸ್ ಠಾಣೆಯಲ್ಲಿ ಪ್ರಕರಣ ದಾಖಲಾಗಿದೆ.: [618, 1126, 688, 1152]
- paragraph: ತಪಾಸಣೆಯ ನಂತರ ಯಾವುದೇ ಸ್ಫೋಟಕ ವಸ್ತು ಪತ್ತೆಯಾಗದ ಕಾರಣ ಕಲಾಪ ಪುನಃ ಆರಂಭಗೊಂಡಿತು.: [534, 184, 654, 201]
- headline-puc: ಸುಗಮವಾಗಿ ಪಿಯು ಪರೀಕ್ಷೆ ನಡೆಸಲು ಡಿಸಿ ಸೂಚನೆ: [176, 366, 498, 390]
- paragraph: ನಗರದ ಪ್ರಮುಖ ವೃತ್ತದಲ್ಲಿ 'ಕುಡಿದು ವಾಹನ ಚಲಾಯಿಸಬೇಡಿ' ಎಂಬ ಫಲಕ ಹಿಡಿದು ಜಾಗೃತಿ ಮೂಡಿಸುವಂತೆ ಆದೇಶಿಸಲಾಗಿದೆ.: [654, 1262, 772, 1288]
- paragraph: ಮಡಿಕೇರಿ, ಫೆ.16: ಕೊಡಗು ಜಿಲ್ಲಾ ಕನ್ನಡ ಸಾಹಿತ್ಯ ಪರಿಷತ್ ವತಿಯಿಂದ ನೀಡಲಾಗುವ ಗೋಪಾಲಕೃಷ್ಣ ಪ್ರಶಸ್ತಿ ಪ್ರದಾನ ಸಮಾರಂಭ ಫೆ.19 ರಂದು ನಗರದ ಪತ್ರಿಕಾ ಭವನದಲ್ಲಿ ನಡೆಯಲಿದೆ.: [336, 638, 490, 664]
- article-puc-col1: [176, 398, 332, 608]
- paragraph: ಬೆಳಿಗ್ಗೆ ಸಂದೇಶ ಬಂದ ತಕ್ಷಣ ನ್ಯಾಯಾಲಯದ ಸಿಬ್ಬಂದಿ ಪೊಲೀಸರಿಗೆ ಮಾಹಿತಿ ನೀಡಿದರು. ಶ್ವಾನದಳ ಹಾಗೂ ಬಾಂಬ್ ನಿಷ್ಕ್ರಿಯ ದಳ ಸ್ಥಳಕ್ಕೆ ಆಗಮಿಸಿ ತಪಾಸಣೆ ನಡೆಸಿತು.: [534, 144, 654, 179]
- paragraph: ರಾತ್ರಿಯಿಡೀ ಭಜನೆ, ಕೀರ್ತನೆ ಹಾಗೂ ಸಾಂಸ್ಕೃತಿಕ ಕಾರ್ಯಕ್ರಮಗಳು ನಡೆದವು. ಪೊಲೀಸ್ ಇಲಾಖೆ ಬಿಗಿ ಬಂದೋಬಸ್ತ್ ಕೈಗೊಂಡಿತ್ತು.: [334, 920, 466, 946]
- paragraph: ಹನೂರು: ಶ್ರೀ ಕ್ಷೇತ್ರ ಮಲೆ ಮಹದೇಶ್ವರ ಬೆಟ್ಟದಲ್ಲಿ ಮಹಾಶಿವರಾತ್ರಿ ಅಂಗವಾಗಿ ಮಾದಪ್ಪನ ಸನ್ನಿಧಿಯಲ್ಲಿ ಭಕ್ತ ಸಾಗರದಿಂದ ಜಾಗರಣೆ ನಡೆಯಿತು.: [472, 844, 612, 870]
- paragraph: ಜಿಲ್ಲಾ ಉಸ್ತುವಾರಿ ಸಚಿವರು ಹಾಗೂ ಸ್ಥಳೀಯ ಶಾಸಕರು ಉಪಸ್ಥಿತರಿದ್ದರು. ಪೊಲೀಸ್ ಅಧಿಕಾರಿಗಳು ಸಮಾರಂಭದಲ್ಲಿ ಪಾಲ್ಗೊಂಡಿದ್ದರು.: [236, 281, 376, 307]
- paragraph: ಸಾವಿರಾರು ಭಕ್ತರು ಉತ್ಸವದಲ್ಲಿ ಪಾಲ್ಗೊಂಡು ದೇವರ ದರ್ಶನ ಪಡೆದರು. ದೇವಾಲಯ ಸಮಿತಿಯ ಪದಾಧಿಕಾರಿಗಳು ಉಪಸ್ಥಿತರಿದ್ದರು.: [52, 513, 170, 539]
- paragraph: ಮಹದೇವ ಬಡಾವಣೆ, ಕೊಡವ ಸಮಾಜ ಹಾಗೂ ಇತರ ಕಡೆಗಳಲ್ಲಿ ಹೆಚ್ಚಿನ ಭದ್ರತೆ ಒದಗಿಸಲಾಯಿತು.: [656, 218, 772, 235]
- article-puc-col4: [176, 612, 332, 702]
- paragraph: ನಗರದ ಜಿಲ್ಲಾಧಿಕಾರಿ ಕಚೇರಿ ಸಭಾಂಗಣದಲ್ಲಿ ಪರೀಕ್ಷಾ ಪೂರ್ವ ಸಿದ್ಧತಾ ಸಭೆ ನಡೆಸಿ ಮಾತನಾಡಿದರು.: [176, 612, 332, 629]
- paragraph: ರಾಜ್ಯ ಹಾಗೂ ನೆರೆಯ ತಮಿಳುನಾಡಿನಿಂದ ಆಗಮಿಸಿದ ಲಕ್ಷಾಂತರ ಭಕ್ತರು ಸ್ವಾಮಿಯ ದರ್ಶನ ಪಡೆದು ಪುನೀತರಾದರು.: [472, 760, 612, 777]
- article-drunk-col3: [776, 1262, 894, 1386]
- paragraph: ವಸತಿ ಮತ್ತು ಮೂಲಸೌಕರ್ಯ ಅಭಿವೃದ್ಧಿ ನಿಗಮ ನಿಯಮಿತದಿಂದ ಸುಂಟಿಕೊಪ್ಪದಲ್ಲಿ 3.64 ಕೋಟಿ ರೂ. ವೆಚ್ಚದಲ್ಲಿ ನಿರ್ಮಿಸಿರುವ ಪೊಲೀಸ್ ವಸತಿ ಗೃಹಗಳನ್ನು ಶಾಸಕರ ಉಪಸ್ಥಿತಿಯಲ್ಲಿ ಉದ್ಘಾಟಿಸಿ ಮಾತನಾಡಿದರು.: [52, 208, 232, 234]
- paragraph: ನಗರದ ಶ್ರೀ ಚಾಮರಾಜೇಶ್ವರ ದೇವಾಲಯ ಸೇರಿದಂತೆ ವಿವಿಧ ದೇವಾಲಯಗಳಲ್ಲಿ ಭಕ್ತರು ಸರತಿ ಸಾಲಿನಲ್ಲಿ ನಿಂತು ದೇವರ ದರ್ಶನ ಪಡೆದರು.: [292, 1082, 410, 1108]
- article-court-col3: [778, 218, 894, 282]
